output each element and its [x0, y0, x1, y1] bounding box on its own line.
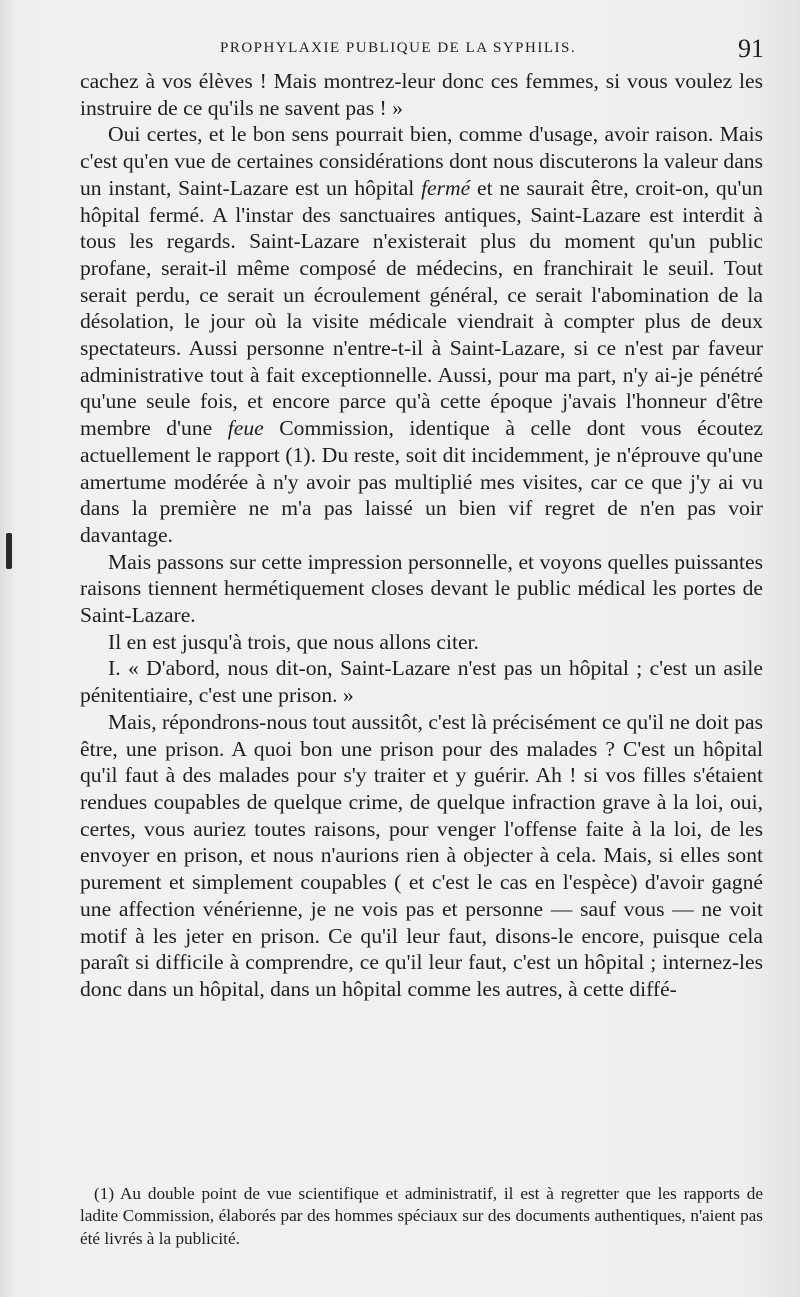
paragraph-2: [80, 121, 763, 548]
paragraph-2-part-b: et ne saurait être, croit-on, qu'un hôpital fermé. A l'instar des sanctuaires antiques, Saint-Lazare est interdit à tous les regards. Saint-Lazare n'existerait plus du moment qu'un public profane, serait-il même composé de médecins, en franchirait le seuil. Tout serait perdu, ce serait un écroulement général, ce serait l'abomination de la désolation, le jour où la visite médicale viendrait à compter plus de deux spectateurs. Aussi personne n'entre-t-il à Saint-Lazare, si ce n'est par faveur administrative tout à fait exceptionnelle. Aussi, pour ma part, n'y ai-je pénétré qu'une seule fois, et encore parce qu'à cette époque j'avais l'honneur d'être membre d'une: [80, 175, 763, 441]
footnote: [80, 1183, 763, 1250]
margin-ink-mark: [6, 533, 12, 569]
emphasis-ferme: fermé: [421, 175, 471, 200]
page-number: 91: [738, 34, 764, 63]
paragraph-2-part-a: Oui certes, et le bon sens pourrait bien, comme d'usage, avoir raison. Mais c'est qu'en vue de certaines considérations dont nous discuterons la valeur dans un instant, Saint-Lazare est un hôpital: [80, 122, 763, 200]
paragraph-1: cachez à vos élèves ! Mais montrez-leur donc ces femmes, si vous voulez les instruire de ce qu'ils ne savent pas ! »: [80, 69, 763, 120]
running-title: PROPHYLAXIE PUBLIQUE DE LA SYPHILIS.: [220, 40, 577, 56]
paragraph-4: Il en est jusqu'à trois, que nous allons citer.: [108, 629, 479, 654]
body-text: [80, 68, 763, 1003]
paragraph-6: Mais, répondrons-nous tout aussitôt, c'est là précisément ce qu'il ne doit pas être, une prison. A quoi bon une prison pour des malades ? C'est un hôpital qu'il faut à des malades pour s'y traiter et y guérir. Ah ! si vos filles s'étaient rendues coupables de quelque crime, de quelque infraction grave à la loi, oui, certes, vous auriez toutes raisons, pour venger l'offense faite à la loi, de les envoyer en prison, et nous n'aurions rien à objecter à cela. Mais, si elles sont purement et simplement coupables ( et c'est le cas en l'espèce) d'avoir gagné une affection vénérienne, je ne vois pas et personne — sauf vous — ne voit motif à les jeter en prison. Ce qu'il leur faut, disons-le encore, puisque cela paraît si difficile à comprendre, ce qu'il leur faut, c'est un hôpital ; internez-les donc dans un hôpital, dans un hôpital comme les autres, à cette diffé-: [80, 709, 763, 1001]
show-through-text: [200, 0, 760, 30]
emphasis-feue: feue: [227, 416, 264, 441]
paragraph-2-part-c: Commission, identique à celle dont vous écoutez actuellement le rapport (1). Du reste, soit dit incidemment, je n'éprouve qu'une amertume modérée à n'y avoir pas multiplié mes visites, car ce que j'y ai vu dans la première ne m'a pas laissé un bien vif regret de n'en pas voir davantage.: [80, 416, 763, 547]
paragraph-3: Mais passons sur cette impression personnelle, et voyons quelles puissantes raisons tiennent hermétiquement closes devant le public médical les portes de Saint-Lazare.: [80, 549, 763, 628]
footnote-text: (1) Au double point de vue scientifique et administratif, il est à regretter que les rapports de ladite Commission, élaborés par des hommes spéciaux sur des documents authentiques, n'aient pas été livrés à la publicité.: [80, 1184, 763, 1248]
running-head: [80, 36, 764, 64]
paragraph-5: I. « D'abord, nous dit-on, Saint-Lazare n'est pas un hôpital ; c'est un asile pénitentiaire, c'est une prison. »: [80, 656, 763, 708]
